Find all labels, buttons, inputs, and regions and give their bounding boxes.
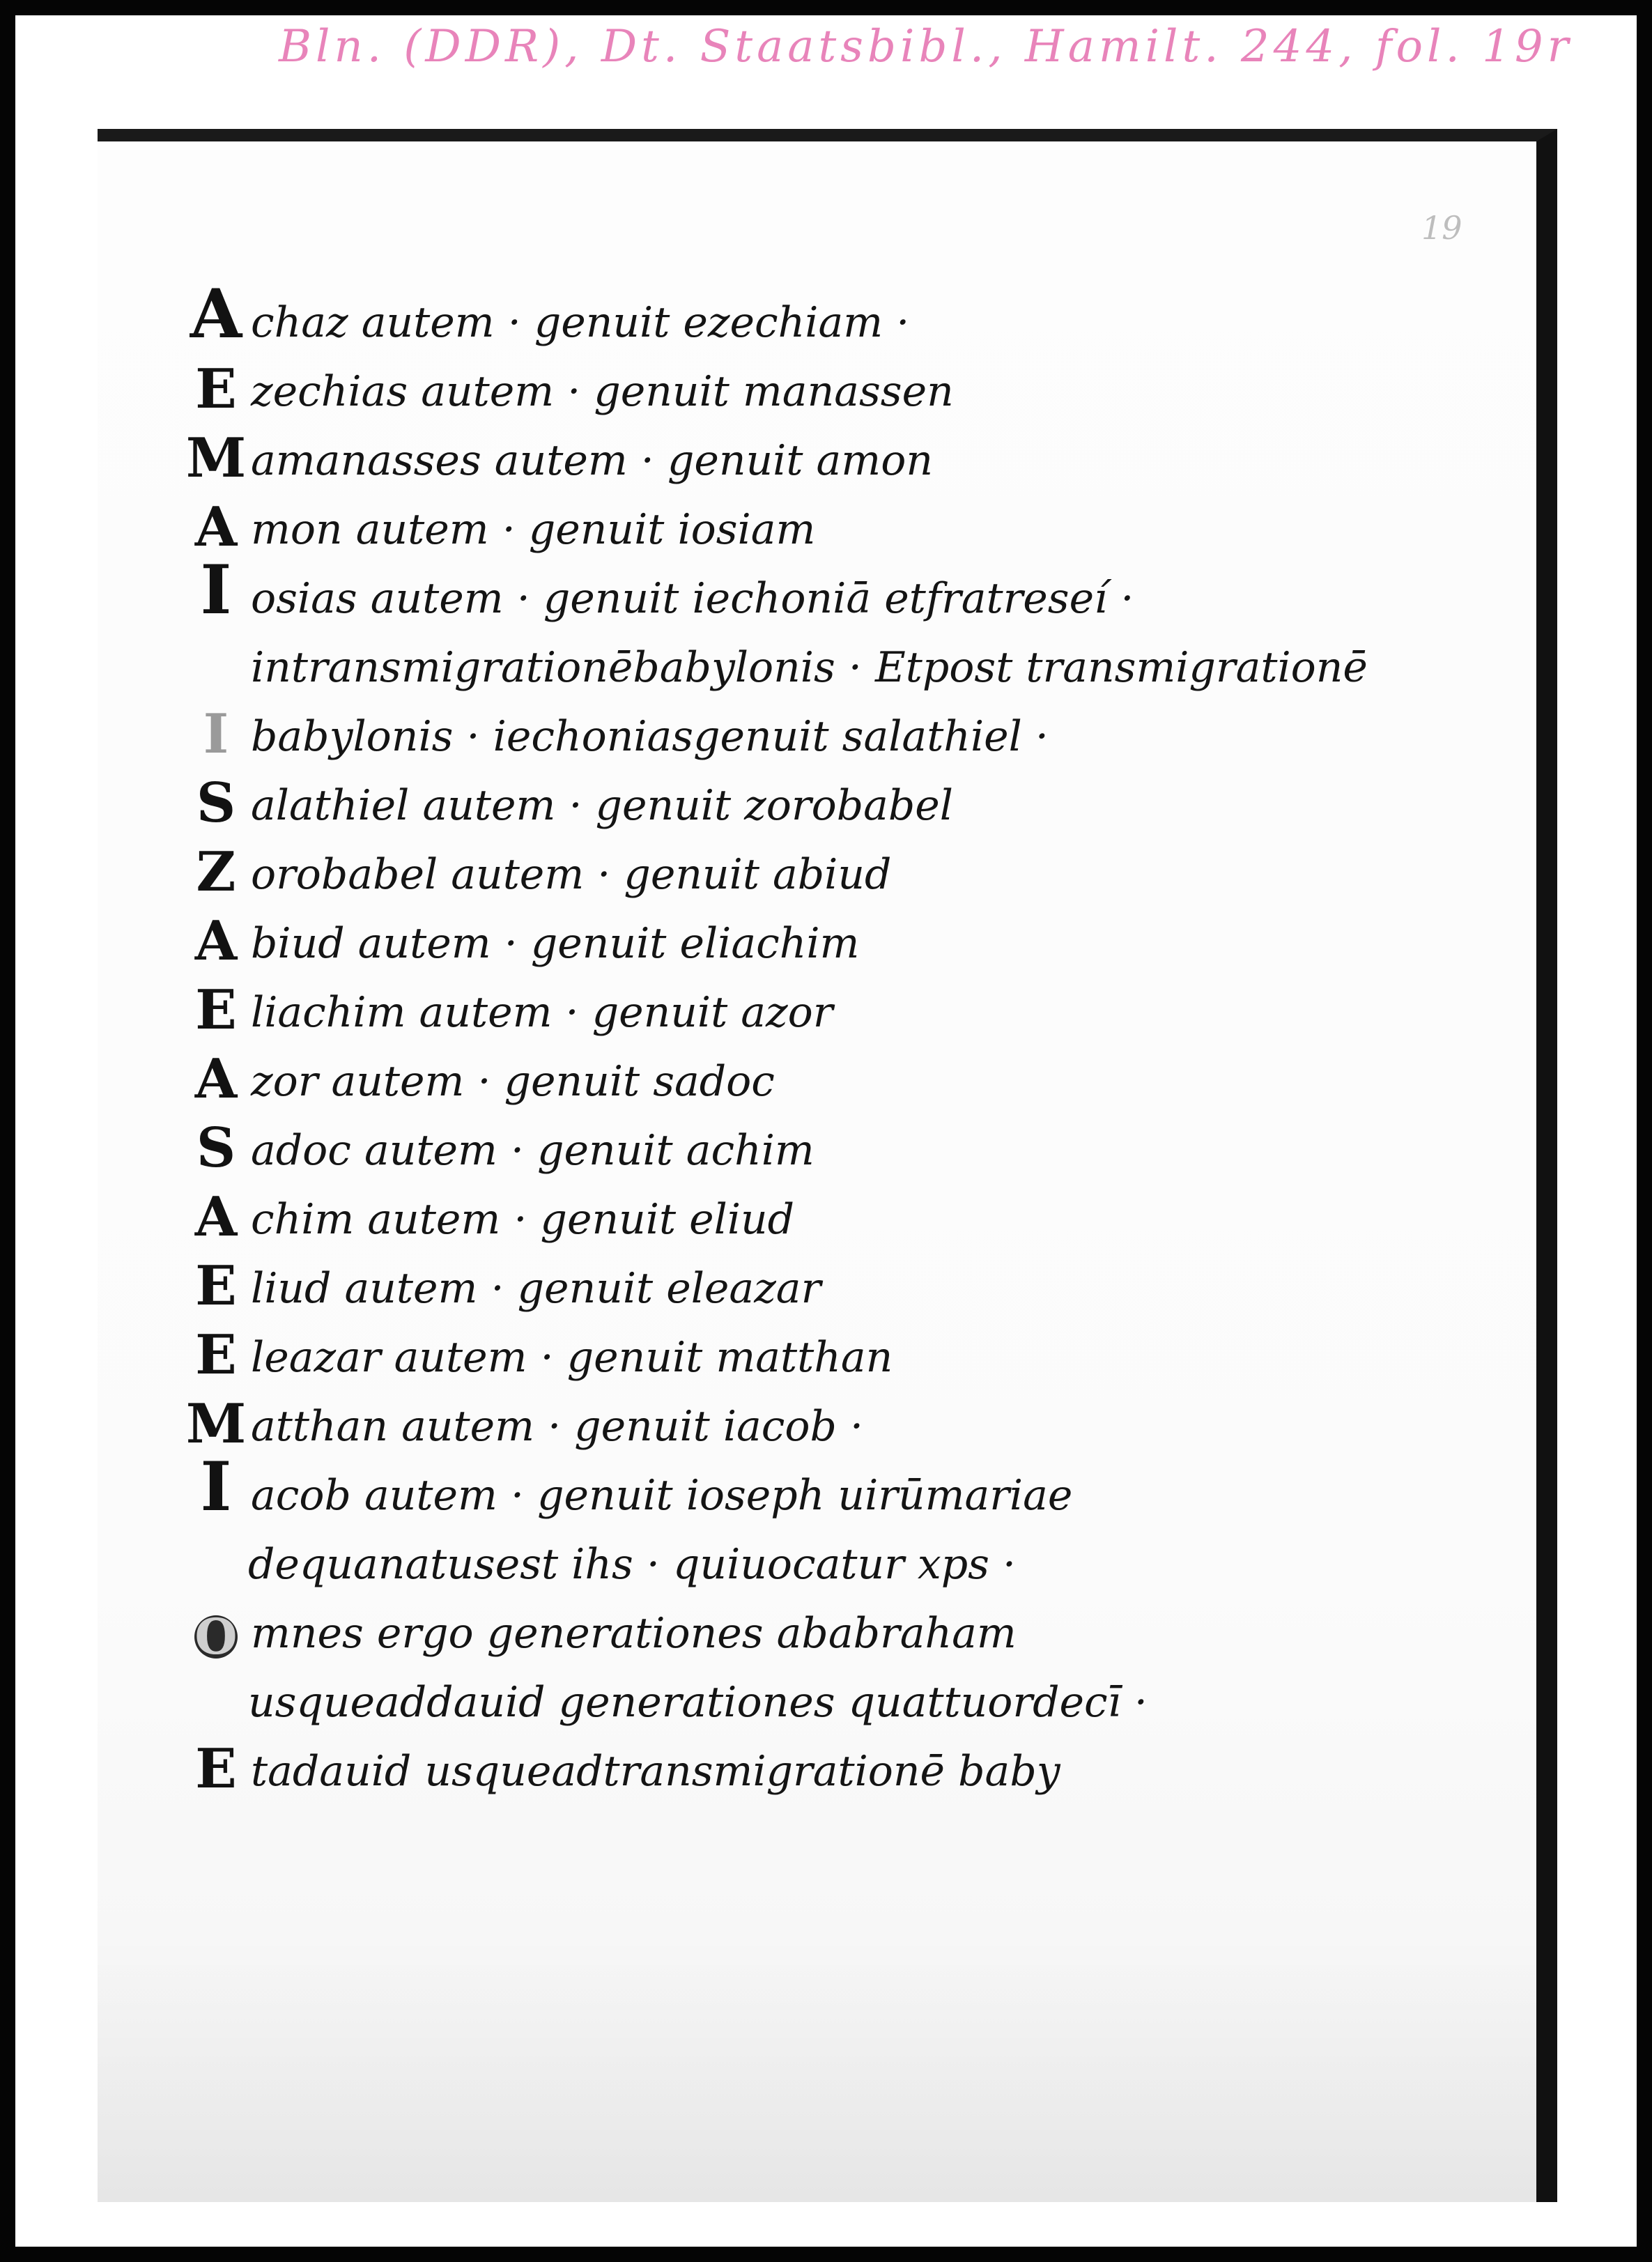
- initial-letter: I: [203, 702, 229, 766]
- line-text: liachim autem · genuit azor: [251, 988, 833, 1037]
- line-text: zor autem · genuit sadoc: [251, 1057, 775, 1106]
- line-text: mon autem · genuit iosiam: [251, 505, 816, 554]
- text-line-continuation: [181, 1521, 1366, 1590]
- initial-letter: E: [195, 1323, 237, 1387]
- line-text: intransmigrationēbabylonis · Etpost transmigrationē: [251, 643, 1368, 692]
- initial-letter: O: [194, 1608, 238, 1665]
- initial-letter: E: [195, 978, 237, 1042]
- line-text: mnes ergo generationes ababraham: [251, 1609, 1017, 1658]
- line-text: usqueaddauid generationes quattuordecī ·: [248, 1678, 1148, 1727]
- line-text: biud autem · genuit eliachim: [251, 919, 860, 968]
- line-text: orobabel autem · genuit abiud: [251, 850, 892, 899]
- initial-letter: Z: [196, 840, 236, 904]
- initial-letter: A: [194, 909, 238, 973]
- initial-letter: A: [194, 1185, 238, 1249]
- initial-letter: I: [200, 551, 232, 629]
- text-line-continuation: [181, 1659, 1366, 1728]
- line-text: leazar autem · genuit matthan: [251, 1333, 893, 1382]
- genealogy-text: [181, 275, 1368, 1801]
- initial-letter: A: [194, 1047, 238, 1111]
- text-line: [181, 1176, 1366, 1249]
- text-line: [181, 1038, 1366, 1111]
- line-text: dequanatusest ihs · quiuocatur xps ·: [248, 1540, 1017, 1589]
- line-text: babylonis · iechoniasgenuit salathiel ·: [251, 712, 1049, 761]
- text-line: [181, 900, 1366, 973]
- text-line: [181, 1728, 1366, 1801]
- initial-letter: A: [190, 275, 242, 353]
- initial-letter: A: [194, 495, 238, 559]
- line-text: liud autem · genuit eleazar: [251, 1264, 821, 1313]
- line-text: adoc autem · genuit achim: [251, 1126, 815, 1175]
- archive-annotation: Bln. (DDR), Dt. Staatsbibl., Hamilt. 244, fol. 19r: [279, 21, 1573, 72]
- line-text: osias autem · genuit iechoniā etfratreseí ·: [251, 574, 1134, 623]
- initial-letter: E: [195, 1254, 237, 1318]
- text-line: [181, 1383, 1366, 1456]
- line-text: chim autem · genuit eliud: [251, 1195, 795, 1244]
- line-text: amanasses autem · genuit amon: [251, 436, 933, 485]
- initial-letter: I: [200, 1447, 232, 1526]
- text-line: [181, 1590, 1366, 1665]
- text-line: [181, 831, 1366, 904]
- text-line: [181, 1447, 1366, 1526]
- line-text: atthan autem · genuit iacob ·: [251, 1402, 864, 1451]
- text-line: [181, 1107, 1366, 1180]
- text-line: [181, 275, 1366, 353]
- text-line: [181, 762, 1366, 835]
- text-line: [181, 1314, 1366, 1387]
- line-text: chaz autem · genuit ezechiam ·: [251, 298, 910, 347]
- line-text: alathiel autem · genuit zorobabel: [251, 781, 953, 830]
- initial-letter: S: [196, 771, 236, 835]
- initial-letter: M: [185, 426, 247, 490]
- initial-letter: E: [195, 1737, 237, 1801]
- line-text: tadauid usqueadtransmigrationē baby: [251, 1747, 1060, 1796]
- text-line: [181, 969, 1366, 1042]
- initial-letter: M: [185, 1392, 247, 1456]
- text-line: [181, 348, 1366, 421]
- text-line: [181, 1245, 1366, 1318]
- text-line: [181, 417, 1366, 490]
- text-line: [181, 486, 1366, 559]
- text-line: [181, 551, 1366, 629]
- line-text: acob autem · genuit ioseph uirūmariae: [251, 1471, 1073, 1520]
- text-line-continuation: [181, 624, 1366, 693]
- line-text: zechias autem · genuit manassen: [251, 367, 954, 416]
- folio-number: 19: [1421, 209, 1462, 247]
- initial-letter: E: [195, 357, 237, 421]
- initial-letter: S: [196, 1116, 236, 1180]
- text-line: [181, 693, 1366, 766]
